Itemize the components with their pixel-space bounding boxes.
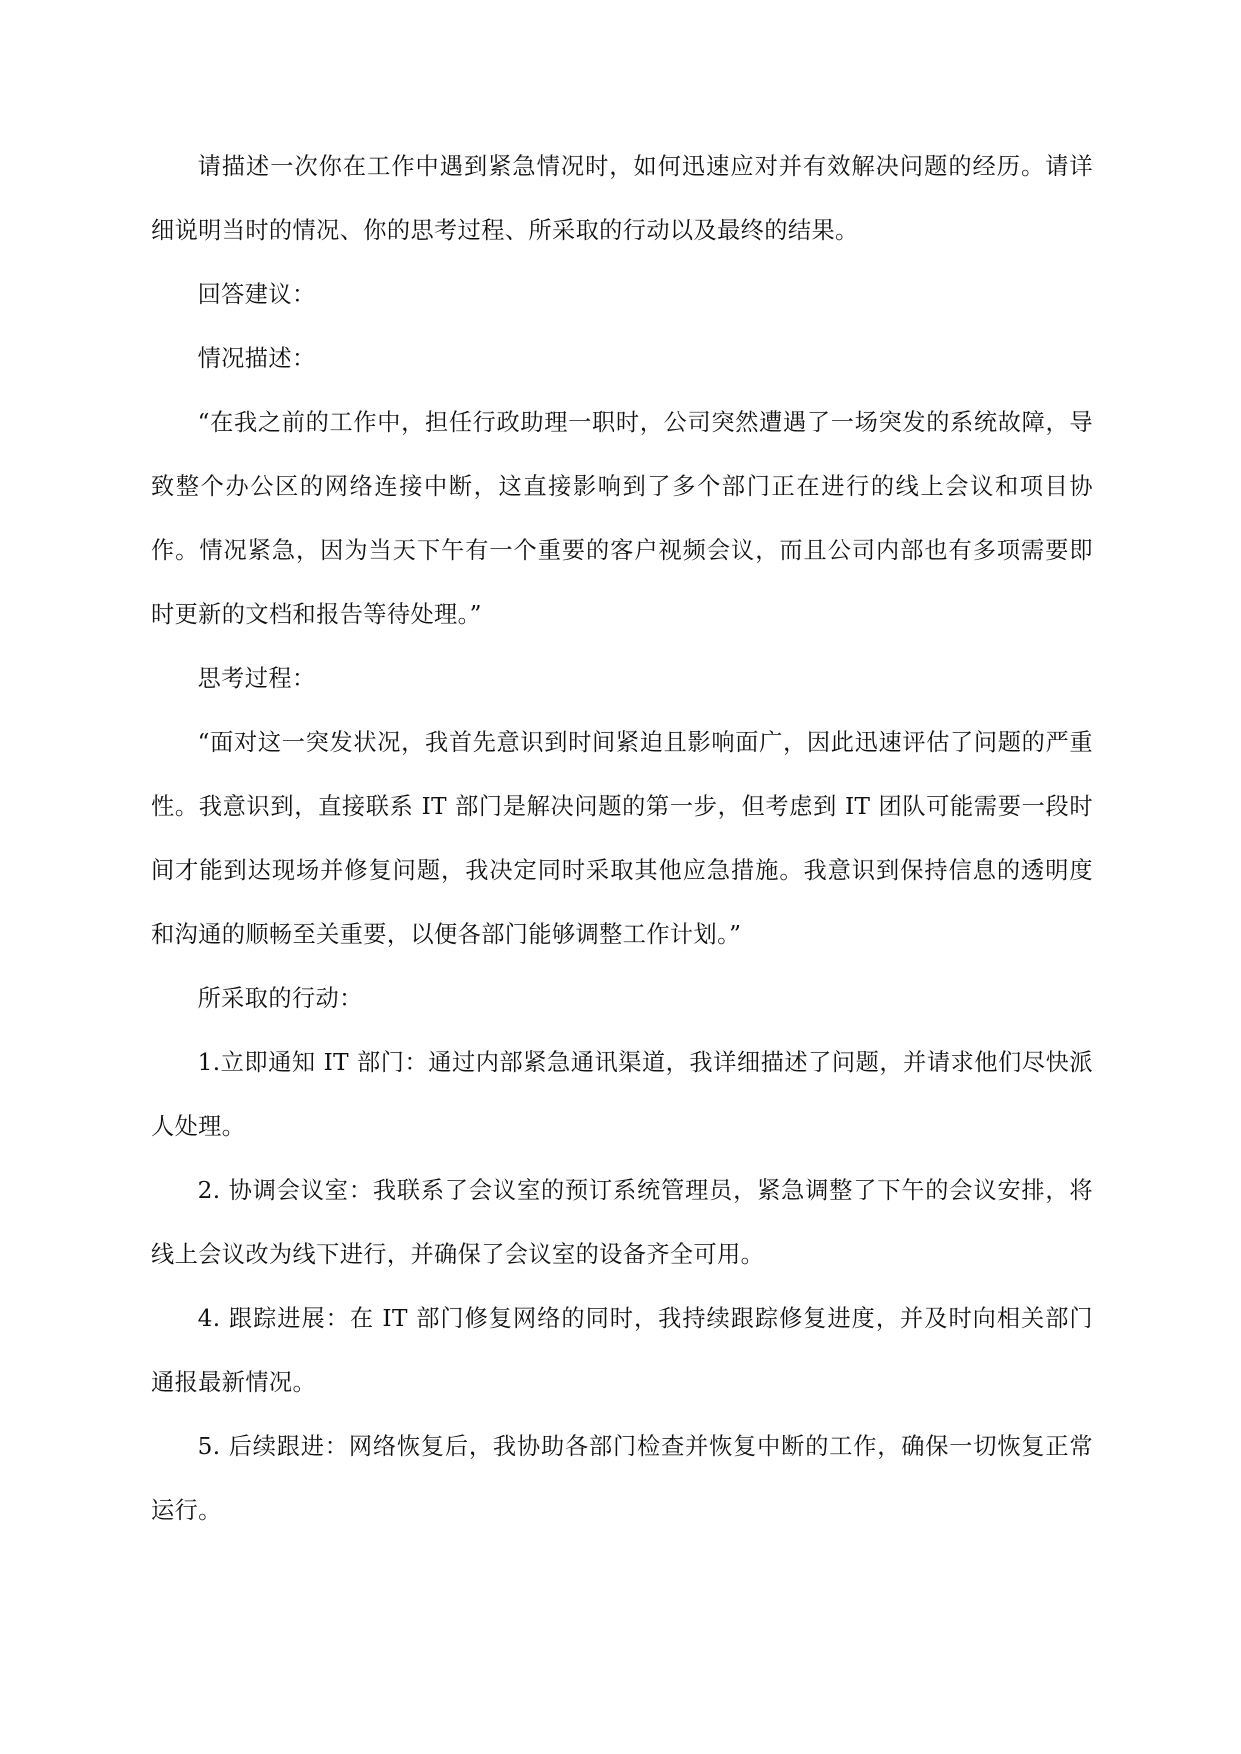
- question-paragraph: 请描述一次你在工作中遇到紧急情况时，如何迅速应对并有效解决问题的经历。请详细说明当时的情况、你的思考过程、所采取的行动以及最终的结果。: [151, 153, 1093, 244]
- thinking-paragraph: “面对这一突发状况，我首先意识到时间紧迫且影响面广，因此迅速评估了问题的严重性。我意识到，直接联系 IT 部门是解决问题的第一步，但考虑到 IT 团队可能需要一段时间才能到达现场并修复问题，我决定同时采取其他应急措施。我意识到保持信息的透明度和沟通的顺畅至关重要，以便各部门能够调整工作计划。”: [151, 729, 1093, 948]
- section-heading-actions: 所采取的行动：: [197, 985, 363, 1012]
- action-item-coordinate-rooms: 2. 协调会议室：我联系了会议室的预订系统管理员，紧急调整了下午的会议安排，将线上会议改为线下进行，并确保了会议室的设备齐全可用。: [151, 1177, 1093, 1268]
- section-heading-answer-advice: 回答建议：: [197, 281, 316, 308]
- action-item-track-progress: 4. 跟踪进展：在 IT 部门修复网络的同时，我持续跟踪修复进度，并及时向相关部门通报最新情况。: [151, 1305, 1093, 1396]
- action-item-follow-up: 5. 后续跟进：网络恢复后，我协助各部门检查并恢复中断的工作，确保一切恢复正常运行。: [151, 1433, 1093, 1524]
- section-heading-situation: 情况描述：: [197, 345, 316, 372]
- document-body: [151, 135, 1093, 1543]
- action-item-notify-it: 1.立即通知 IT 部门：通过内部紧急通讯渠道，我详细描述了问题，并请求他们尽快派人处理。: [151, 1049, 1093, 1140]
- section-heading-thinking: 思考过程：: [197, 665, 316, 692]
- situation-paragraph: “在我之前的工作中，担任行政助理一职时，公司突然遭遇了一场突发的系统故障，导致整个办公区的网络连接中断，这直接影响到了多个部门正在进行的线上会议和项目协作。情况紧急，因为当天下午有一个重要的客户视频会议，而且公司内部也有多项需要即时更新的文档和报告等待处理。”: [151, 409, 1093, 628]
